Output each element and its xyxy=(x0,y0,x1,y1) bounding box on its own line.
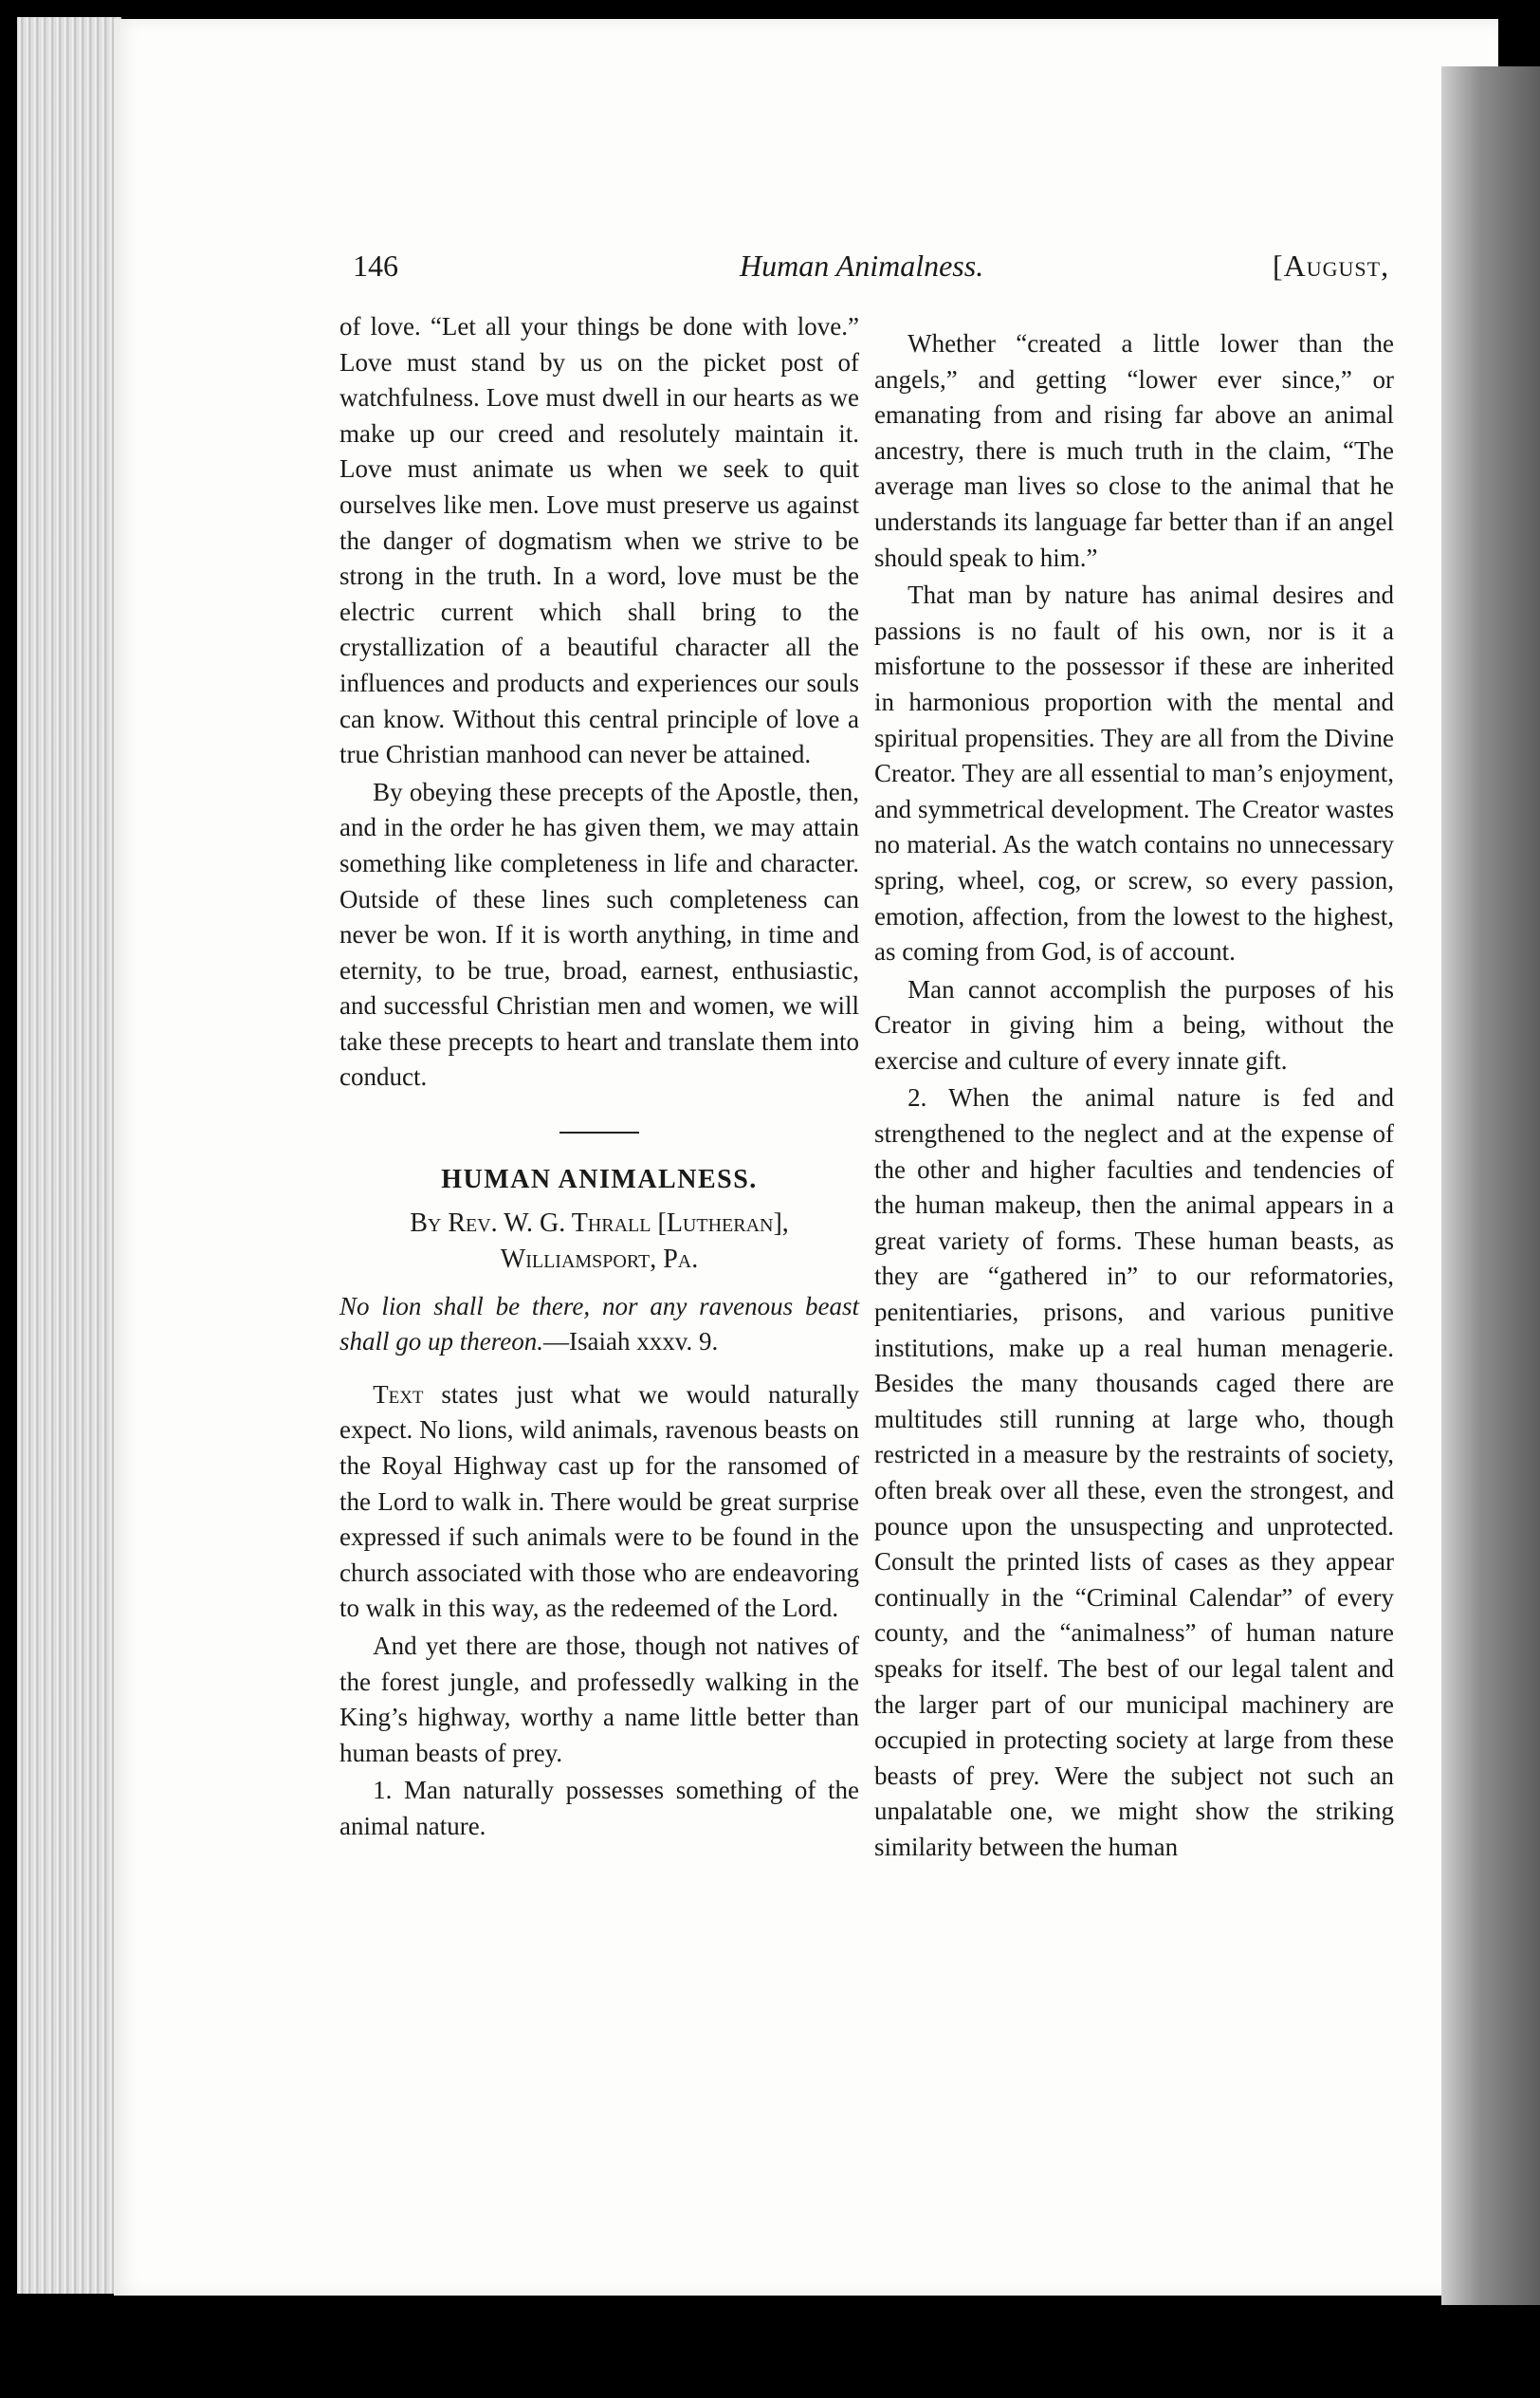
obeying-paragraph: By obeying these precepts of the Apostle, then, and in the order he has given them, we may attain something like completeness in life and character. Outside of these lines such completeness can never be won. If it is worth anything, in time and eternity, to be true, broad, earnest, enthusiastic, and successful Christian men and women, we will take these precepts to heart and translate them into conduct. xyxy=(339,777,859,1092)
right-column xyxy=(874,326,1394,1866)
point-one-paragraph: 1. Man naturally possesses something of the animal nature. xyxy=(339,1776,859,1840)
love-paragraph: of love. “Let all your things be done with love.” Love must stand by us on the picket post of watchfulness. Love must dwell in our hearts as we make up our creed and resolutely maintain it. Love must animate us when we seek to quit ourselves like men. Love must preserve us against the danger of dogmatism when we strive to be strong in the truth. In a word, love must be the electric current which shall bring to the crystallization of a beautiful character all the influences and products and experiences our souls can know. Without this central principle of love a true Christian manhood can never be attained. xyxy=(339,312,859,769)
man-cannot-paragraph: Man cannot accomplish the purposes of his Creator in giving him a being, without the exercise and culture of every innate gift. xyxy=(874,974,1394,1075)
whether-paragraph: Whether “created a little lower than the angels,” and getting “lower ever since,” or emanating from and rising far above an animal ancestry, there is much truth in the claim, “The average man lives so close to the animal that he understands its language far better than if an angel should speak to him.” xyxy=(874,329,1394,572)
book-page-edges xyxy=(17,17,121,2294)
text-paragraph xyxy=(339,1377,859,1627)
section-divider xyxy=(559,1132,639,1134)
running-month: [August, xyxy=(1273,249,1390,283)
byline-line-1: By Rev. W. G. Thrall [Lutheran], xyxy=(410,1208,789,1238)
text-paragraph-body: states just what we would naturally expect. No lions, wild animals, ravenous beasts on the Royal Highway cast up for the ransomed of the Lord to walk in. There would be great surprise expressed if such animals were to be found in the church associated with those who are endeavoring to walk in this way, as the redeemed of the Lord. xyxy=(339,1379,859,1623)
that-man-paragraph: That man by nature has animal desires and passions is no fault of his own, nor is it a misfortune to the possessor if these are inherited in harmonious proportion with the mental and spiritual propensities. They are all from the Divine Creator. They are all essential to man’s enjoyment, and symmetrical development. The Creator wastes no material. As the watch contains no unnecessary spring, wheel, cog, or screw, so every passion, emotion, affection, from the lowest to the highest, as coming from God, is of account. xyxy=(874,581,1394,967)
book-binding-shadow xyxy=(1441,66,1540,2305)
epigraph-quote: No lion shall be there, nor any ravenous beast shall go up thereon. xyxy=(339,1291,859,1356)
left-column xyxy=(339,309,859,1845)
running-title: Human Animalness. xyxy=(740,249,984,283)
page-number: 146 xyxy=(353,249,398,283)
article-byline xyxy=(339,1206,859,1278)
byline-line-2: Williamsport, Pa. xyxy=(500,1244,699,1274)
point-two-paragraph: 2. When the animal nature is fed and strengthened to the neglect and at the expense of the other and higher faculties and tendencies of the human makeup, then the animal appears in a great variety of forms. These human beasts, as they are “gathered in” to our reformatories, penitentiaries, prisons, and various punitive institutions, make up a real human menagerie. Besides the many thousands caged there are multitudes still running at large who, though restricted in a measure by the restraints of society, often break over all these, even the strongest, and pounce upon the unsuspecting and unprotected. Consult the printed lists of cases as they appear continually in the “Criminal Calendar” of every county, and the “animalness” of human nature speaks for itself. The best of our legal talent and the larger part of our municipal machinery are occupied in protecting society at large from these beasts of prey. Were the subject not such an unpalatable one, we might show the striking similarity between the human xyxy=(874,1083,1394,1861)
article-title: HUMAN ANIMALNESS. xyxy=(441,1165,758,1195)
epigraph xyxy=(339,1289,859,1360)
epigraph-source: —Isaiah xxxv. 9. xyxy=(543,1327,719,1356)
and-yet-paragraph: And yet there are those, though not natives of the forest jungle, and professedly walking in the King’s highway, worthy a name little better than human beasts of prey. xyxy=(339,1632,859,1767)
text-lead-word: Text xyxy=(373,1379,424,1409)
